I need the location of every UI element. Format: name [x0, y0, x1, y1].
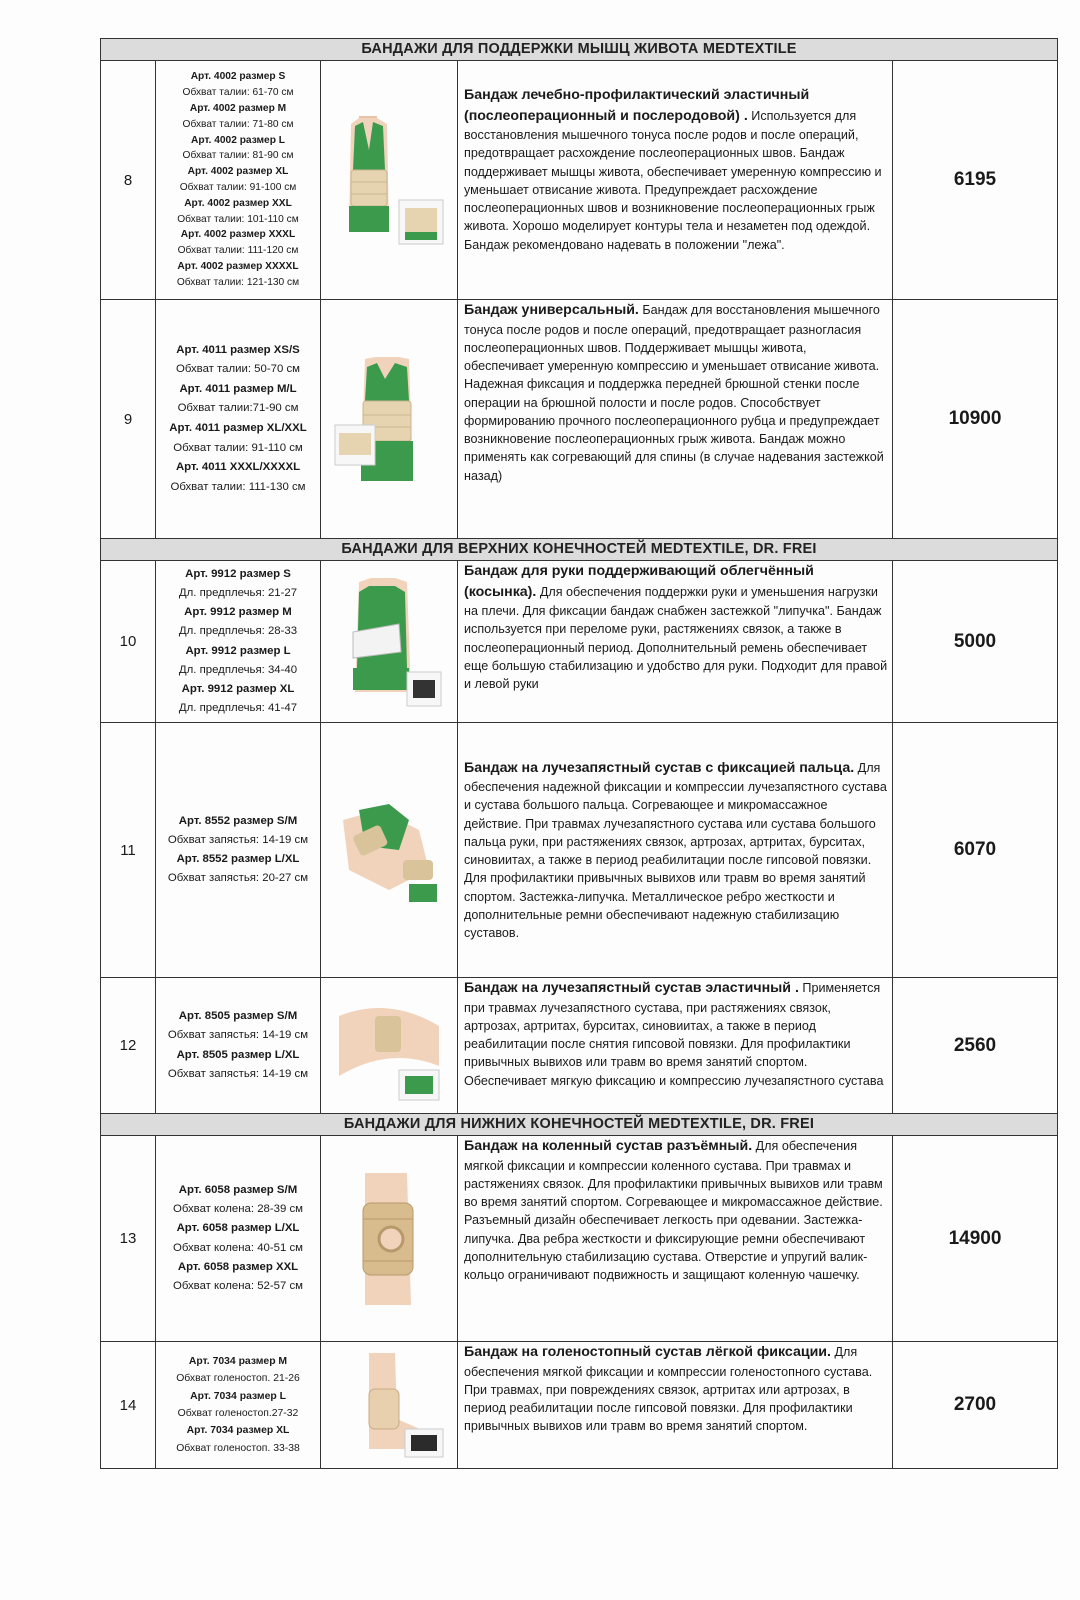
item-price: 2700 — [953, 1394, 997, 1415]
size-measure: Обхват колена: 28-39 см — [172, 1203, 304, 1216]
item-number: 8 — [101, 61, 156, 299]
size-article: Арт. 6058 размер XXL — [177, 1260, 299, 1273]
size-article: Арт. 9912 размер XL — [181, 682, 295, 695]
size-measure: Обхват талии: 91-110 см — [173, 441, 303, 454]
arm-sling-photo — [321, 561, 458, 722]
item-text: Применяется при травмах лучезапястного сустава, при растяжениях связок, артрозах, артритах, бурситах, синовиитах, а также в период реабилитации после снятия гипсовой повязки. Для профилактики привычных вывихов или травм во время занятий спортом. Обеспечивает мягкую фиксацию и компрессию лучезапястного сустава — [464, 981, 884, 1088]
table-row — [101, 723, 1057, 978]
wrist-elastic-brace-photo — [321, 978, 458, 1113]
item-description — [458, 300, 893, 538]
size-article: Арт. 9912 размер L — [185, 644, 291, 657]
size-list — [156, 1136, 321, 1341]
size-measure: Обхват запястья: 14-19 см — [167, 1067, 309, 1080]
size-article: Арт. 7034 размер L — [190, 1390, 286, 1402]
size-article: Арт. 7034 размер M — [188, 1355, 288, 1367]
table-row — [101, 978, 1057, 1114]
item-number: 9 — [101, 300, 156, 538]
item-description — [458, 1136, 893, 1341]
size-list — [156, 300, 321, 538]
size-measure: Обхват талии:71-90 см — [177, 402, 299, 415]
item-title: Бандаж на коленный сустав разъёмный. — [464, 1138, 753, 1154]
item-number: 12 — [101, 978, 156, 1113]
size-measure: Обхват талии: 121-130 см — [176, 276, 300, 288]
table-row — [101, 1342, 1057, 1468]
table-row — [101, 1136, 1057, 1342]
size-measure: Обхват голеностоп. 21-26 — [176, 1373, 300, 1385]
price-table — [100, 38, 1058, 1469]
size-measure: Обхват талии: 71-80 см — [182, 118, 294, 130]
item-description — [458, 978, 893, 1113]
item-text: Для обеспечения поддержки руки и уменьшения нагрузки на плечи. Для фиксации бандаж снабжен застежкой "липучка". Бандаж используется при переломе руки, растяжениях связок, а также в послеоперационный период. Дополнительный ремень обеспечивает еще большую стабилизацию и удобство для руки. Подходит для правой и левой руки — [464, 584, 888, 692]
size-article: Арт. 4011 размер XS/S — [176, 343, 300, 356]
size-measure: Обхват талии: 50-70 см — [175, 363, 301, 376]
size-article: Арт. 4002 размер XXL — [184, 197, 292, 209]
size-article: Арт. 4002 размер XL — [187, 166, 289, 178]
size-list — [156, 723, 321, 977]
wrist-thumb-brace-photo — [321, 723, 458, 977]
table-row — [101, 61, 1057, 300]
size-measure: Обхват голеностоп.27-32 — [177, 1408, 299, 1419]
size-measure: Дл. предплечья: 34-40 — [178, 663, 298, 676]
item-title: Бандаж универсальный. — [464, 302, 639, 318]
item-price: 6070 — [953, 839, 997, 860]
item-text: Используется для восстановления мышечного тонуса после родов и после операций, предотвращает расхождение послеоперационных швов. Бандаж поддерживает мышцы живота, обеспечивает умеренную компрессию и уменьшает отвисание живота. Предупреждает расхождение послеоперационных швов и возникновение послеоперационных грыж живота. Хорошо моделирует контуры тела и незаметен под одеждой. Бандаж рекомендовано надевать в положении "лежа". — [464, 108, 882, 252]
item-description — [458, 561, 893, 722]
size-measure: Дл. предплечья: 28-33 — [178, 625, 298, 638]
abdominal-belt-photo — [321, 61, 458, 299]
item-price: 5000 — [953, 630, 997, 652]
size-article: Арт. 8505 размер S/M — [178, 1010, 298, 1023]
size-article: Арт. 4002 размер S — [190, 71, 286, 83]
item-price: 2560 — [953, 1034, 997, 1056]
size-measure: Дл. предплечья: 41-47 — [178, 701, 298, 714]
item-text: Бандаж для восстановления мышечного тонуса после родов и после операций, предотвращает разногласия послеоперационных швов. Поддерживает мышцы живота, обеспечивает умеренную компрессию и уменьшает отвисание живота. Надежная фиксация и поддержка передней брюшной стенки после операции на брюшной полости и после родов. Способствует формированию прочного послеоперационного рубца и предупреждает возникновение послеоперационных грыж живота. Бандаж можно применять как согревающий для спины (в случае надевания застежкой назад) — [464, 303, 884, 483]
size-article: Арт. 6058 размер S/M — [178, 1184, 298, 1197]
item-description — [458, 723, 893, 977]
item-price: 10900 — [948, 408, 1002, 429]
size-article: Арт. 4011 размер M/L — [179, 382, 297, 395]
size-list — [156, 1342, 321, 1468]
section-header-upper: БАНДАЖИ ДЛЯ ВЕРХНИХ КОНЕЧНОСТЕЙ MEDTEXTILE, DR. FREI — [101, 539, 1057, 561]
size-measure: Обхват запястья: 20-27 см — [167, 872, 309, 885]
size-article: Арт. 8552 размер S/M — [178, 814, 298, 827]
size-article: Арт. 4002 размер XXXXL — [177, 261, 299, 273]
size-article: Арт. 4002 размер XXXL — [180, 229, 296, 241]
item-title: Бандаж на лучезапястный сустав с фиксацией пальца. — [464, 759, 855, 776]
size-list — [156, 978, 321, 1113]
item-text: Для обеспечения надежной фиксации и компрессии лучезапястного сустава и сустава большого пальца. Согревающее и микромассажное действие. При травмах лучезапястного сустава или сустава большого пальца руки, при растяжениях связок, артрозах, артритах, бурситах, синовиитах, а также в период реабилитации после гипсовой повязки. Для профилактики привычных вывихов или травм во время занятий спортом. Застежка-липучка. Металлическое ребро жесткости и дополнительные ремни обеспечивают надежную стабилизацию суставов. — [464, 760, 887, 941]
size-measure: Обхват голеностоп. 33-38 — [176, 1442, 300, 1454]
size-article: Арт. 8505 размер L/XL — [176, 1048, 300, 1061]
table-row — [101, 561, 1057, 723]
size-measure: Обхват талии: 61-70 см — [182, 87, 294, 99]
item-price: 14900 — [948, 1227, 1002, 1249]
ankle-brace-photo — [321, 1342, 458, 1468]
size-article: Арт. 9912 размер M — [184, 606, 292, 619]
item-number: 13 — [101, 1136, 156, 1341]
size-article: Арт. 6058 размер L/XL — [176, 1222, 300, 1235]
size-measure: Дл. предплечья: 21-27 — [178, 587, 298, 600]
item-description — [458, 1342, 893, 1468]
size-article: Арт. 7034 размер XL — [186, 1425, 290, 1437]
item-number: 10 — [101, 561, 156, 722]
size-measure: Обхват запястья: 14-19 см — [167, 1029, 309, 1042]
size-measure: Обхват талии: 111-130 см — [170, 480, 306, 493]
size-measure: Обхват талии: 81-90 см — [182, 150, 294, 162]
size-measure: Обхват талии: 111-120 см — [177, 245, 299, 257]
size-article: Арт. 4011 размер XL/XXL — [169, 422, 307, 434]
size-article: Арт. 8552 размер L/XL — [176, 853, 300, 865]
size-measure: Обхват талии: 101-110 см — [177, 213, 299, 225]
size-article: Арт. 4002 размер L — [191, 134, 285, 146]
item-number: 14 — [101, 1342, 156, 1468]
knee-brace-photo — [321, 1136, 458, 1341]
size-measure: Обхват колена: 40-51 см — [172, 1241, 304, 1254]
item-title: Бандаж для руки поддерживающий облегчённый (косынка). — [464, 563, 814, 600]
item-text: Для обеспечения мягкой фиксации и компрессии коленного сустава. При травмах и растяжениях связок. Для профилактики привычных вывихов или травм во время занятий спортом. Согревающее и микромассажное действие. Разъемный дизайн обеспечивает легкость при одевании. Застежка-липучка. Два ребра жесткости и фиксирующие ремни обеспечивают дополнительную стабилизацию сустава. Отверстие и упругий валик-кольцо ограничивают подвижность и защищают коленную чашечку. — [464, 1139, 883, 1283]
item-title: Бандаж на лучезапястный сустав эластичный . — [464, 980, 799, 996]
item-title: Бандаж на голеностопный сустав лёгкой фиксации. — [464, 1344, 831, 1360]
universal-belt-photo — [321, 300, 458, 538]
size-measure: Обхват запястья: 14-19 см — [167, 833, 309, 846]
size-list — [156, 61, 321, 299]
item-price: 6195 — [953, 169, 997, 190]
item-description — [458, 61, 893, 299]
size-measure: Обхват колена: 52-57 см — [172, 1279, 304, 1292]
table-row — [101, 300, 1057, 539]
size-article: Арт. 4002 размер M — [189, 102, 287, 114]
section-header-abdomen: БАНДАЖИ ДЛЯ ПОДДЕРЖКИ МЫШЦ ЖИВОТА MEDTEXTILE — [101, 39, 1057, 61]
size-article: Арт. 9912 размер S — [185, 567, 291, 580]
item-number: 11 — [101, 723, 156, 977]
size-article: Арт. 4011 XXXL/XXXXL — [175, 461, 301, 474]
size-measure: Обхват талии: 91-100 см — [179, 182, 297, 193]
section-header-lower: БАНДАЖИ ДЛЯ НИЖНИХ КОНЕЧНОСТЕЙ MEDTEXTILE, DR. FREI — [101, 1114, 1057, 1136]
item-title: Бандаж лечебно-профилактический эластичный (послеоперационный и послеродовой) . — [464, 87, 810, 124]
size-list — [156, 561, 321, 722]
item-text: Для обеспечения мягкой фиксации и компрессии голеностопного сустава. При травмах, при повреждениях связок, артритах или артрозах, в период реабилитации после гипсовой повязки. Для профилактики привычных вывихов или травм во время занятий спортом. — [464, 1345, 873, 1434]
